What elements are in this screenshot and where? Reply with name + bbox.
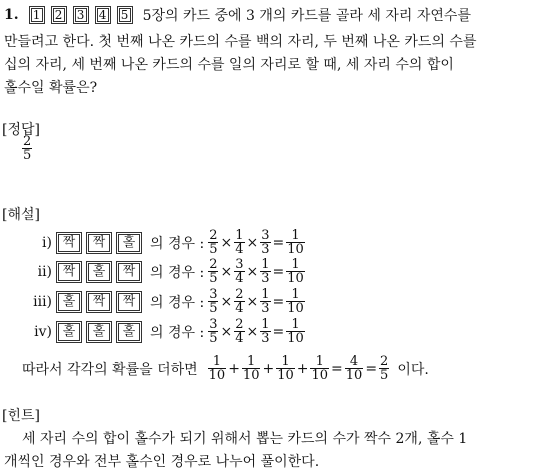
parity-card-box: 짝: [86, 291, 112, 313]
parity-card-box: 짝: [56, 261, 82, 283]
case-suffix: 의 경우 :: [150, 294, 205, 311]
card-box-2: 2: [51, 6, 67, 24]
times-sign: ×: [246, 323, 259, 340]
case-result-denominator: 10: [287, 242, 304, 257]
times-sign: ×: [220, 263, 233, 280]
case-fraction-numerator: 3: [209, 287, 218, 302]
card-boxes: [29, 6, 139, 24]
question-line-1: [4, 5, 471, 25]
question-line-3: 십의 자리, 세 번째 나온 카드의 수를 일의 자리로 할 때, 세 자리 수의 합이: [4, 57, 454, 73]
case-fraction-denominator: 4: [235, 331, 244, 346]
parity-card-box: 홀: [116, 232, 142, 254]
case-fraction-numerator: 2: [235, 317, 244, 332]
sum-term-denominator: 10: [242, 368, 260, 383]
sum-term-numerator: 1: [281, 354, 290, 369]
equals-sign: =: [365, 360, 378, 377]
case-fraction-denominator: 3: [261, 271, 270, 286]
case-row: [30, 288, 305, 315]
sum-prefix: 따라서 각각의 확률을 더하면: [22, 361, 198, 378]
case-fraction: [234, 318, 244, 345]
case-result-denominator: 10: [287, 271, 304, 286]
card-box-1: 1: [29, 6, 45, 24]
case-fraction-denominator: 5: [209, 301, 218, 316]
case-result-numerator: 1: [291, 287, 300, 302]
plus-sign: +: [296, 360, 309, 377]
case-fraction: [234, 258, 244, 285]
parity-card-box: 홀: [56, 321, 82, 343]
parity-card-box: 홀: [86, 321, 112, 343]
question-line-2: 만들려고 한다. 첫 번째 나온 카드의 수를 백의 자리, 두 번째 나온 카드의 수를: [4, 34, 477, 50]
case-fraction-numerator: 1: [261, 317, 270, 332]
case-suffix: 의 경우 :: [150, 264, 205, 281]
case-fraction-denominator: 5: [209, 331, 218, 346]
case-result: [286, 229, 305, 256]
case-fraction: [260, 258, 270, 285]
case-result-numerator: 1: [291, 228, 300, 243]
card-box-4: 4: [95, 6, 111, 24]
case-fraction-numerator: 3: [261, 228, 270, 243]
case-fraction-denominator: 3: [261, 242, 270, 257]
times-sign: ×: [220, 293, 233, 310]
sum-total-denominator: 10: [345, 368, 363, 383]
plus-sign: +: [228, 360, 240, 377]
case-fraction-denominator: 4: [235, 242, 244, 257]
sum-term: [208, 355, 227, 382]
explanation-label: [해설]: [2, 207, 40, 223]
case-fraction: [234, 229, 244, 256]
question-text-1: 5장의 카드 중에 3 개의 카드를 골라 세 자리 자연수를: [142, 8, 471, 24]
case-fraction-numerator: 3: [209, 317, 218, 332]
times-sign: ×: [246, 293, 259, 310]
sum-term-numerator: 1: [315, 354, 324, 369]
case-fraction-denominator: 3: [261, 301, 270, 316]
sum-total-numerator: 4: [349, 354, 359, 369]
times-sign: ×: [246, 263, 259, 280]
answer-numerator: 2: [23, 134, 32, 149]
equals-sign: =: [272, 234, 285, 251]
case-result: [286, 318, 305, 345]
hint-line-2: 개씩인 경우와 전부 홀수인 경우로 나누어 풀이한다.: [4, 454, 320, 470]
case-result-denominator: 10: [287, 331, 304, 346]
sum-term-numerator: 1: [247, 354, 256, 369]
case-index: ⅲ): [33, 293, 52, 310]
case-row: [30, 229, 305, 256]
parity-card-box: 홀: [56, 291, 82, 313]
case-fraction-denominator: 5: [209, 242, 218, 257]
card-box-3: 3: [73, 6, 89, 24]
equals-sign: =: [272, 323, 285, 340]
answer-denominator: 5: [23, 148, 32, 163]
answer-label: [정답]: [2, 122, 40, 138]
case-fraction: [208, 229, 218, 256]
case-fraction-numerator: 2: [209, 257, 218, 272]
sum-term-denominator: 10: [208, 368, 226, 383]
case-fraction-denominator: 4: [235, 271, 244, 286]
case-fraction: [260, 288, 270, 315]
case-fraction: [208, 318, 218, 345]
times-sign: ×: [220, 234, 233, 251]
hint-label: [힌트]: [2, 408, 40, 424]
case-fraction: [260, 229, 270, 256]
case-result-denominator: 10: [287, 301, 304, 316]
plus-sign: +: [262, 360, 275, 377]
times-sign: ×: [246, 234, 259, 251]
case-suffix: 의 경우 :: [150, 235, 205, 252]
parity-card-box: 짝: [116, 261, 142, 283]
case-result-numerator: 1: [291, 317, 300, 332]
sum-total: [345, 355, 364, 382]
sum-expression: [208, 355, 390, 382]
sum-final: [379, 355, 389, 382]
case-fraction-numerator: 1: [235, 228, 244, 243]
question-line-4: 홀수일 확률은?: [4, 80, 98, 96]
sum-term: [242, 355, 261, 382]
case-fraction-numerator: 3: [235, 257, 244, 272]
sum-line: [22, 355, 429, 382]
case-result-numerator: 1: [291, 257, 300, 272]
case-result: [286, 258, 305, 285]
case-fraction: [208, 258, 218, 285]
case-index: ⅱ): [37, 263, 52, 280]
case-fraction-denominator: 4: [235, 301, 244, 316]
answer-fraction: [22, 135, 32, 162]
case-fraction-denominator: 3: [261, 331, 270, 346]
equals-sign: =: [331, 360, 343, 377]
sum-suffix: 이다.: [397, 361, 429, 378]
card-box-5: 5: [117, 6, 133, 24]
sum-final-numerator: 2: [380, 354, 389, 369]
case-suffix: 의 경우 :: [150, 324, 205, 341]
case-row: [30, 318, 305, 345]
equals-sign: =: [272, 293, 285, 310]
case-fraction: [260, 318, 270, 345]
case-fraction: [234, 288, 244, 315]
sum-term-numerator: 1: [212, 354, 222, 369]
times-sign: ×: [220, 323, 233, 340]
case-fraction-numerator: 1: [261, 257, 270, 272]
case-index: ⅳ): [34, 323, 52, 340]
parity-card-box: 짝: [56, 232, 82, 254]
case-index: ⅰ): [42, 234, 52, 251]
sum-term-denominator: 10: [311, 368, 329, 383]
case-row: [30, 258, 305, 285]
equals-sign: =: [272, 263, 285, 280]
case-fraction-denominator: 5: [209, 271, 218, 286]
sum-term-denominator: 10: [277, 368, 294, 383]
case-result: [286, 288, 305, 315]
hint-line-1: 세 자리 수의 합이 홀수가 되기 위해서 뽑는 카드의 수가 짝수 2개, 홀수 1: [22, 431, 468, 447]
parity-card-box: 홀: [116, 321, 142, 343]
case-fraction-numerator: 2: [209, 228, 218, 243]
sum-term: [276, 355, 295, 382]
parity-card-box: 홀: [86, 261, 112, 283]
case-fraction: [208, 288, 218, 315]
parity-card-box: 짝: [116, 291, 142, 313]
question-number: 1.: [4, 7, 19, 23]
case-fraction-numerator: 2: [235, 287, 244, 302]
parity-card-box: 짝: [86, 232, 112, 254]
case-fraction-numerator: 1: [261, 287, 270, 302]
sum-term: [310, 355, 329, 382]
sum-final-denominator: 5: [380, 368, 389, 383]
